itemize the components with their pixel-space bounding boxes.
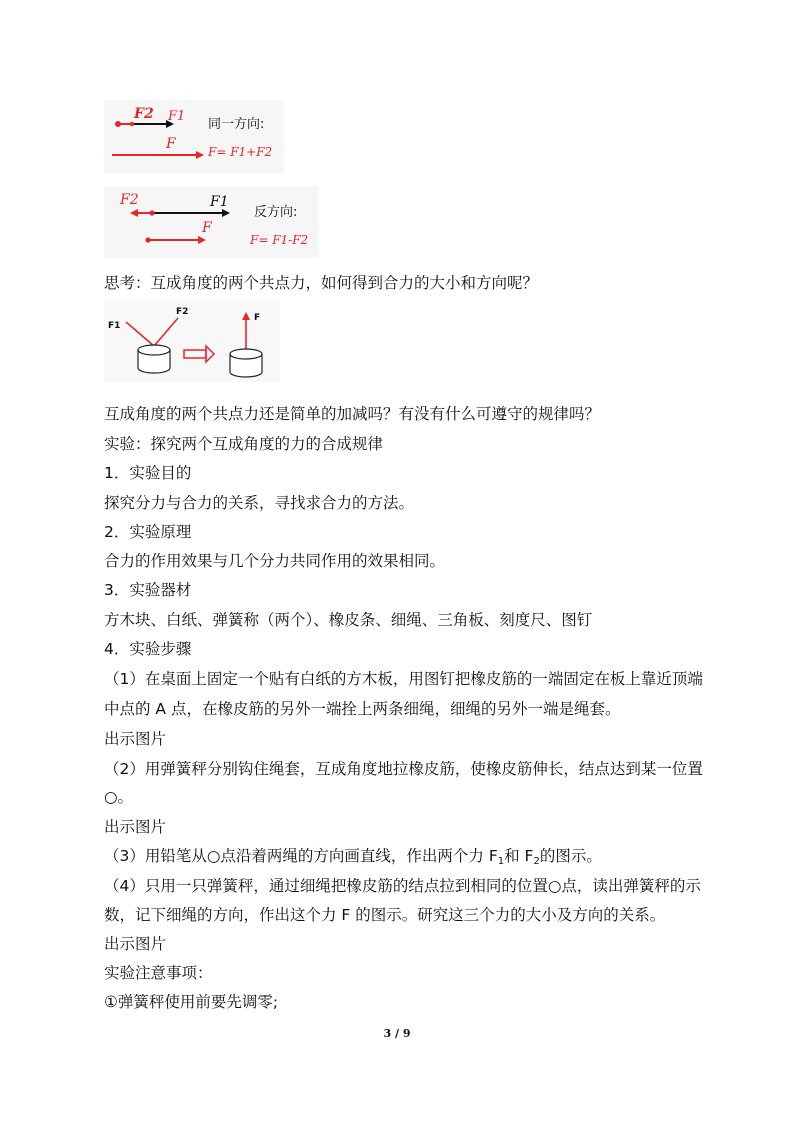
principle-text: 合力的作用效果与几个分力共同作用的效果相同。 xyxy=(104,552,446,570)
step1-line2: 中点的 A 点，在橡皮筋的另外一端拴上两条细绳，细绳的另外一端是绳套。 xyxy=(104,700,621,718)
rule-question: 互成角度的两个共点力还是简单的加减吗？有没有什么可遵守的规律吗？ xyxy=(104,405,601,423)
opposite-direction-label: 反方向: xyxy=(254,205,298,220)
heading-equipment: 3．实验器材 xyxy=(104,581,192,599)
f1-label: F1 xyxy=(168,109,186,124)
step3-text-a: （3）用铅笔从○点沿着两绳的方向画直线，作出两个力 F xyxy=(104,847,498,865)
step3-text-c: 的图示。 xyxy=(539,847,602,865)
difference-formula: F= F1-F2 xyxy=(250,233,309,247)
f-label: F xyxy=(254,313,261,323)
subscript-2: 2 xyxy=(533,856,540,867)
experiment-title: 实验：探究两个互成角度的力的合成规律 xyxy=(104,435,384,453)
step2-line2: ○。 xyxy=(104,788,134,806)
page-number: 3 / 9 xyxy=(383,1027,411,1040)
f-label: F xyxy=(166,136,176,152)
step3 xyxy=(104,846,602,872)
think-question: 思考：互成角度的两个共点力，如何得到合力的大小和方向呢？ xyxy=(104,274,539,292)
f-label: F xyxy=(202,220,212,236)
show-image-2: 出示图片 xyxy=(104,818,167,836)
step4-line2: 数，记下细绳的方向，作出这个力 F 的图示。研究这三个力的大小及方向的关系。 xyxy=(104,906,666,924)
heading-purpose: 1．实验目的 xyxy=(104,464,192,482)
purpose-text: 探究分力与合力的关系，寻找求合力的方法。 xyxy=(104,494,415,512)
sum-formula: F= F1+F2 xyxy=(208,145,273,159)
step2-line1: （2）用弹簧秤分别钩住绳套，互成角度地拉橡皮筋，使橡皮筋伸长，结点达到某一位置 xyxy=(104,760,703,778)
f1-label: F1 xyxy=(108,321,121,331)
show-image-1: 出示图片 xyxy=(104,730,167,748)
step1-line1: （1）在桌面上固定一个贴有白纸的方木板，用图钉把橡皮筋的一端固定在板上靠近顶端 xyxy=(104,670,703,688)
step3-text-b: 和 F xyxy=(504,847,534,865)
f1-label: F1 xyxy=(210,194,229,210)
subscript-1: 1 xyxy=(497,856,505,867)
note-1: ①弹簧秤使用前要先调零; xyxy=(104,993,279,1011)
f2-label: F2 xyxy=(176,307,189,317)
heading-steps: 4．实验步骤 xyxy=(104,640,192,658)
opposite-direction-force-diagram xyxy=(104,186,318,258)
same-direction-force-diagram xyxy=(104,100,284,174)
same-direction-label: 同一方向: xyxy=(208,117,265,132)
f2-label: F2 xyxy=(120,192,139,208)
show-image-3: 出示图片 xyxy=(104,935,167,953)
f2-label: F2 xyxy=(134,106,154,122)
angled-forces-diagram xyxy=(104,300,280,382)
notes-heading: 实验注意事项： xyxy=(104,964,213,982)
equipment-text: 方木块、白纸、弹簧称（两个）、橡皮条、细绳、三角板、刻度尺、图钉 xyxy=(104,611,593,629)
heading-principle: 2．实验原理 xyxy=(104,523,192,541)
step4-line1: （4）只用一只弹簧秤，通过细绳把橡皮筋的结点拉到相同的位置○点，读出弹簧秤的示 xyxy=(104,877,701,895)
